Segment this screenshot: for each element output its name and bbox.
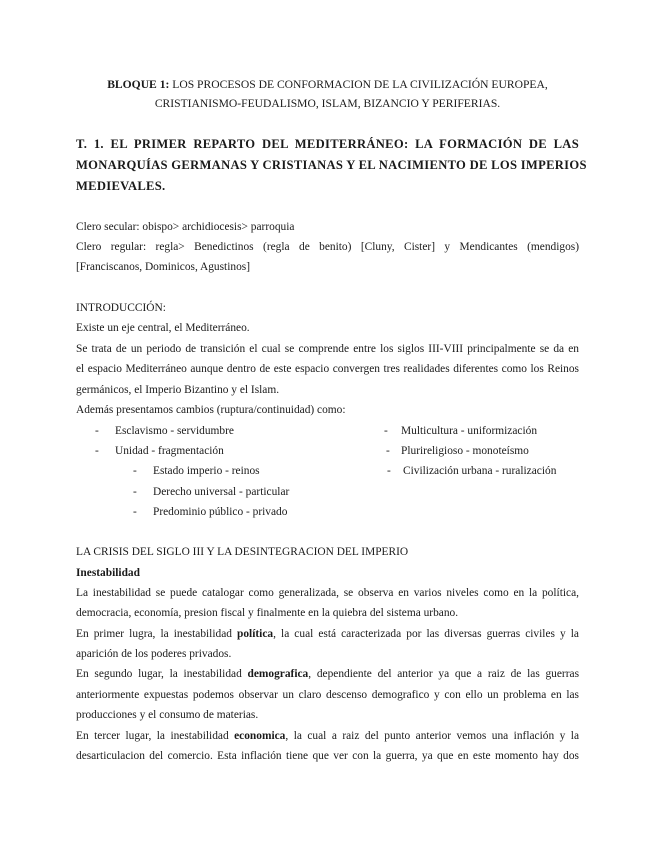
text-run: , la cual está caracterizada por las diversas guerras civiles y la: [273, 628, 579, 640]
crisis-p4-line2: desarticulacion del comercio. Esta inflación tiene que ver con la guerra, ya que en este momento hay dos: [76, 750, 579, 762]
text-run: , dependiente del anterior ya que a raiz de las guerras: [308, 668, 580, 680]
crisis-heading: LA CRISIS DEL SIGLO III Y LA DESINTEGRACION DEL IMPERIO: [76, 546, 409, 558]
crisis-p1-line2: democracia, economía, presion fiscal y finalmente en la quiebra del sistema urbano.: [76, 607, 459, 619]
crisis-p3-line2: anteriormente expuestas podemos observar un claro descenso demografico y con ello un problema en las: [76, 689, 579, 701]
list-bullet: -: [133, 506, 137, 518]
emphasis-economica: economica: [234, 730, 286, 742]
bloque-heading-line1: [0, 78, 655, 92]
text-run: En segundo lugar, la inestabilidad: [76, 668, 248, 680]
list-item-sub: Derecho universal - particular: [153, 486, 290, 498]
list-bullet: -: [384, 425, 388, 437]
list-item-right: Multicultura - uniformización: [401, 425, 538, 437]
clero-regular-line2: [Franciscanos, Dominicos, Agustinos]: [76, 261, 251, 273]
intro-p1: Existe un eje central, el Mediterráneo.: [76, 322, 250, 334]
crisis-p3-line1: [76, 667, 579, 681]
list-bullet: -: [133, 465, 137, 477]
text-run: , la cual a raiz del punto anterior vemos una inflación y la: [285, 730, 579, 742]
intro-p2-line3: germánicos, el Imperio Bizantino y el Islam.: [76, 384, 280, 396]
crisis-p2-line2: aparición de los poderes privados.: [76, 648, 232, 660]
clero-regular-line1: Clero regular: regla> Benedictinos (regla de benito) [Cluny, Cister] y Mendicantes (mendigos): [76, 241, 579, 253]
list-bullet: -: [386, 445, 390, 457]
crisis-p4-line1: [76, 729, 579, 743]
text-run: En tercer lugar, la inestabilidad: [76, 730, 235, 742]
topic-title-line2: MONARQUÍAS GERMANAS Y CRISTIANAS Y EL NACIMIENTO DE LOS IMPERIOS: [76, 158, 587, 172]
list-item-right: Civilización urbana - ruralización: [403, 465, 557, 477]
list-item-sub: Predominio público - privado: [153, 506, 288, 518]
bloque-label: BLOQUE 1:: [107, 78, 170, 91]
list-item-left: Unidad - fragmentación: [115, 445, 224, 457]
list-item-left: Esclavismo - servidumbre: [115, 425, 234, 437]
topic-title-line1: T. 1. EL PRIMER REPARTO DEL MEDITERRÁNEO: LA FORMACIÓN DE LAS: [76, 137, 579, 151]
list-bullet: -: [387, 465, 391, 477]
emphasis-demografica: demografica: [247, 668, 309, 680]
crisis-p2-line1: [76, 627, 579, 641]
crisis-subheading: Inestabilidad: [76, 567, 140, 579]
intro-heading: INTRODUCCIÓN:: [76, 302, 166, 314]
list-bullet: -: [95, 425, 99, 437]
intro-p3: Además presentamos cambios (ruptura/continuidad) como:: [76, 404, 346, 416]
bloque-title-rest: LOS PROCESOS DE CONFORMACION DE LA CIVILIZACIÓN EUROPEA,: [169, 78, 548, 91]
list-bullet: -: [133, 486, 137, 498]
crisis-p1-line1: La inestabilidad se puede catalogar como generalizada, se observa en varios niveles como en la política,: [76, 587, 579, 599]
list-item-sub: Estado imperio - reinos: [153, 465, 260, 477]
emphasis-politica: política: [237, 628, 274, 640]
list-item-right: Plurireligioso - monoteísmo: [401, 445, 529, 457]
topic-title-line3: MEDIEVALES.: [76, 179, 166, 193]
clero-secular: Clero secular: obispo> archidiocesis> parroquia: [76, 221, 295, 233]
intro-p2-line2: el espacio Mediterráneo aunque dentro de este espacio convergen tres realidades diferentes como los Reinos: [76, 363, 579, 375]
bloque-heading-line2: CRISTIANISMO-FEUDALISMO, ISLAM, BIZANCIO Y PERIFERIAS.: [154, 97, 501, 110]
text-run: En primer lugra, la inestabilidad: [76, 628, 238, 640]
intro-p2-line1: Se trata de un periodo de transición el cual se comprende entre los siglos III-VIII principalmente se da en: [76, 343, 579, 355]
crisis-p3-line3: producciones y el consumo de materias.: [76, 709, 259, 721]
list-bullet: -: [95, 445, 99, 457]
